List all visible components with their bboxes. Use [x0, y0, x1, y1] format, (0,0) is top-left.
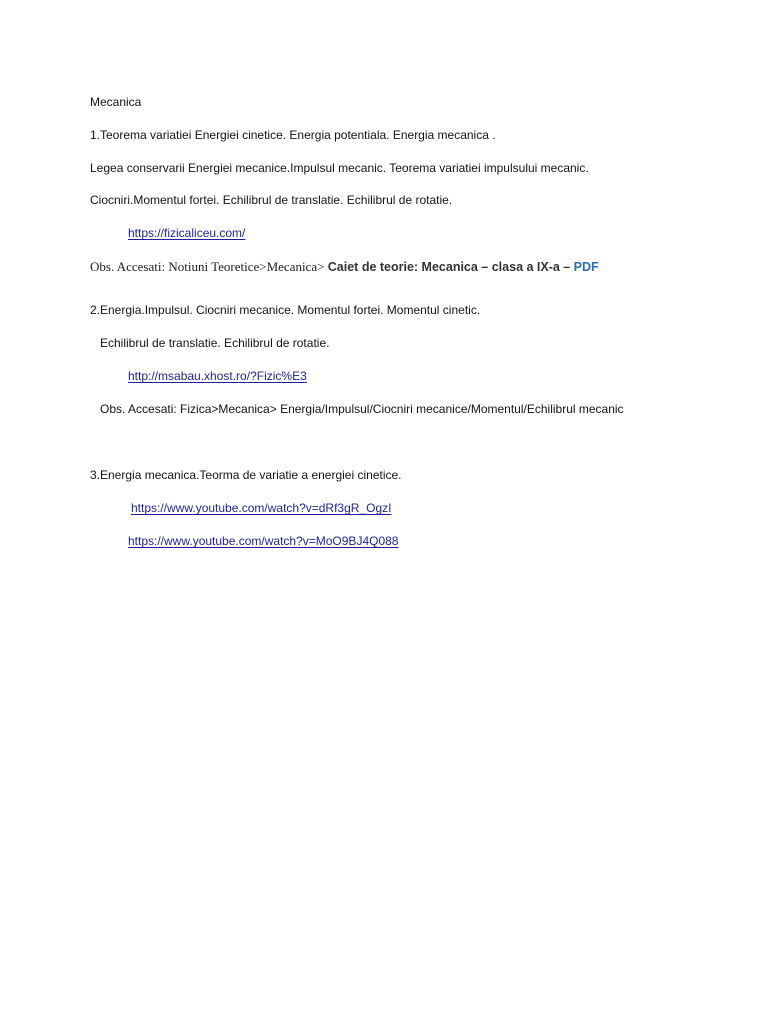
section2-line2: Echilibrul de translatie. Echilibrul de rotatie. [100, 336, 330, 350]
pdf-link[interactable]: PDF [573, 260, 599, 274]
section1-line2: Legea conservarii Energiei mecanice.Impulsul mecanic. Teorema variatiei impulsului mecanic. [90, 161, 589, 175]
section1-heading: 1.Teorema variatiei Energiei cinetice. Energia potentiala. Energia mecanica . [90, 128, 496, 142]
section2-obs: Obs. Accesati: Fizica>Mecanica> Energia/Impulsul/Ciocniri mecanice/Momentul/Echilibrul mecanic [100, 402, 624, 416]
youtube-link-1[interactable]: https://www.youtube.com/watch?v=dRf3gR_OgzI [131, 501, 392, 515]
section2-heading: 2.Energia.Impulsul. Ciocniri mecanice. Momentul fortei. Momentul cinetic. [90, 303, 481, 317]
section1-obs-prefix: Obs. Accesati: Notiuni Teoretice>Mecanica> [90, 259, 325, 274]
section1-line3: Ciocniri.Momentul fortei. Echilibrul de translatie. Echilibrul de rotatie. [90, 193, 453, 207]
section1-obs-bold: Caiet de teorie: Mecanica – clasa a IX-a – [327, 260, 571, 274]
youtube-link-2[interactable]: https://www.youtube.com/watch?v=MoO9BJ4Q088 [128, 534, 399, 548]
section3-heading: 3.Energia mecanica.Teorma de variatie a energiei cinetice. [90, 468, 402, 482]
fizicaliceu-link[interactable]: https://fizicaliceu.com/ [128, 226, 246, 240]
msabau-link[interactable]: http://msabau.xhost.ro/?Fizic%E3 [128, 369, 307, 383]
section1-obs [90, 258, 599, 276]
document-title: Mecanica [90, 95, 142, 109]
